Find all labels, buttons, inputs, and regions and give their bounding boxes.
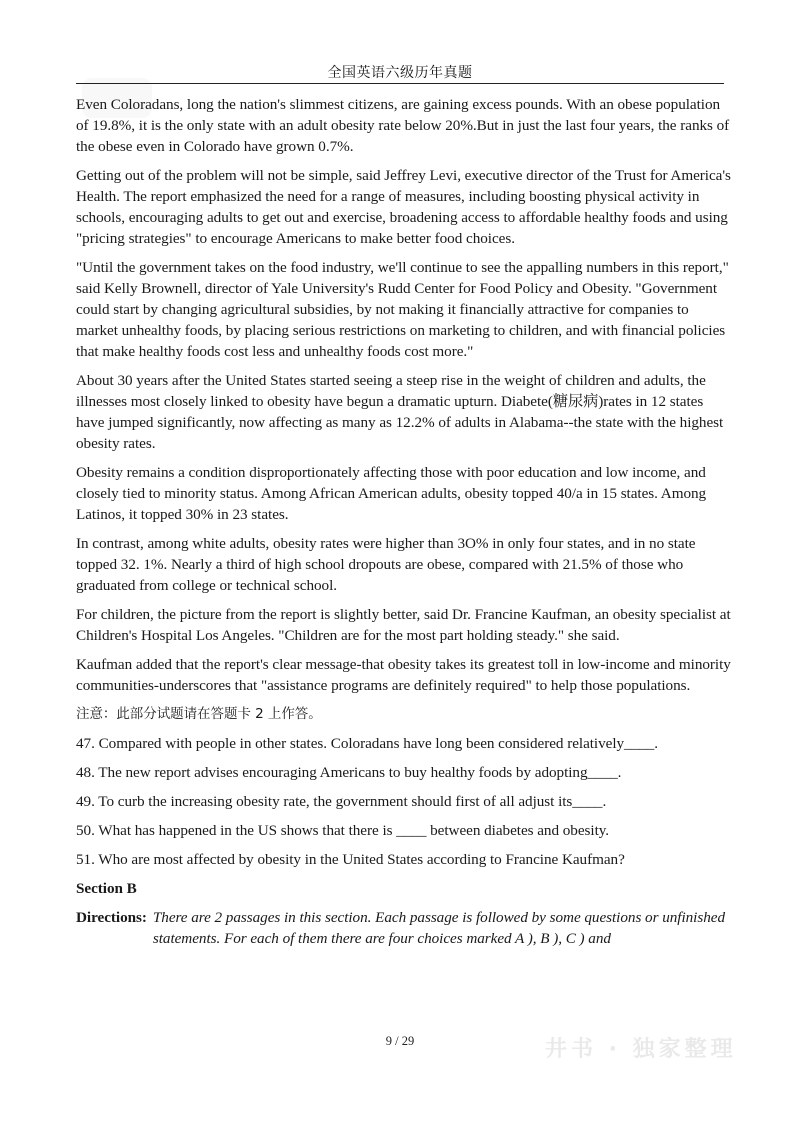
header-title: 全国英语六级历年真题: [327, 65, 473, 81]
answer-sheet-note: 注意：此部分试题请在答题卡 2 上作答。: [76, 706, 322, 722]
paragraph: Getting out of the problem will not be simple, said Jeffrey Levi, executive director of the Trust for America's Health. The report emphasized the need for a range of measures, including boosting physical activity in schools, encouraging adults to get out and exercise, broadening access to affordable healthy foods and using "pricing strategies" to encourage Americans to make better food choices.: [76, 167, 731, 247]
document-body: [76, 94, 732, 949]
directions-label: Directions:: [76, 909, 147, 926]
directions-text: There are 2 passages in this section. Each passage is followed by some questions or unfinished statements. For each of them there are four choices marked A ), B ), C ) and: [152, 909, 725, 947]
section-heading: Section B: [76, 880, 137, 897]
paragraph: Obesity remains a condition disproportionately affecting those with poor education and low income, and closely tied to minority status. Among African American adults, obesity topped 40/a in 15 states. Among Latinos, it topped 30% in 23 states.: [76, 464, 707, 523]
paragraph: "Until the government takes on the food industry, we'll continue to see the appalling numbers in this report," said Kelly Brownell, director of Yale University's Rudd Center for Food Policy and Obesity. "Government could start by changing agricultural subsidies, by not making it financially attractive for companies to market unhealthy foods, by placing serious restrictions on marketing to children, and with financial policies that make healthy foods cost less and unhealthy foods cost more.": [76, 259, 729, 360]
directions: [76, 907, 732, 949]
question-item: 48. The new report advises encouraging Americans to buy healthy foods by adopting____.: [76, 764, 622, 781]
paragraph: In contrast, among white adults, obesity rates were higher than 3O% in only four states, and in no state topped 32. 1%. Nearly a third of high school dropouts are obese, compared with 21.5% of those who graduated from college or technical school.: [76, 535, 696, 594]
page-number: 9 / 29: [385, 1034, 415, 1048]
paragraph: About 30 years after the United States started seeing a steep rise in the weight of children and adults, the illnesses most closely linked to obesity have begun a dramatic upturn. Diabete(糖尿病)rates in 12 states have jumped significantly, now affecting as many as 12.2% of adults in Alabama--the state with the highest obesity rates.: [76, 372, 724, 452]
paragraph: Kaufman added that the report's clear message-that obesity takes its greatest toll in low-income and minority communities-underscores that "assistance programs are definitely required" to help those populations.: [76, 656, 731, 694]
question-item: 49. To curb the increasing obesity rate, the government should first of all adjust its____.: [76, 793, 607, 810]
question-item: 47. Compared with people in other states. Coloradans have long been considered relatively____.: [76, 735, 658, 752]
watermark-text: 井书 · 独家整理: [545, 1037, 737, 1062]
question-item: 51. Who are most affected by obesity in the United States according to Francine Kaufman?: [76, 851, 625, 868]
paragraph: Even Coloradans, long the nation's slimmest citizens, are gaining excess pounds. With an obese population of 19.8%, it is the only state with an adult obesity rate below 20%.But in just the last four years, the ranks of the obese even in Colorado have grown 0.7%.: [76, 96, 730, 155]
question-item: 50. What has happened in the US shows that there is ____ between diabetes and obesity.: [76, 822, 610, 839]
header-rule: [76, 83, 724, 84]
paragraph: For children, the picture from the report is slightly better, said Dr. Francine Kaufman, an obesity specialist at Children's Hospital Los Angeles. "Children are for the most part holding steady." she said.: [76, 606, 731, 644]
